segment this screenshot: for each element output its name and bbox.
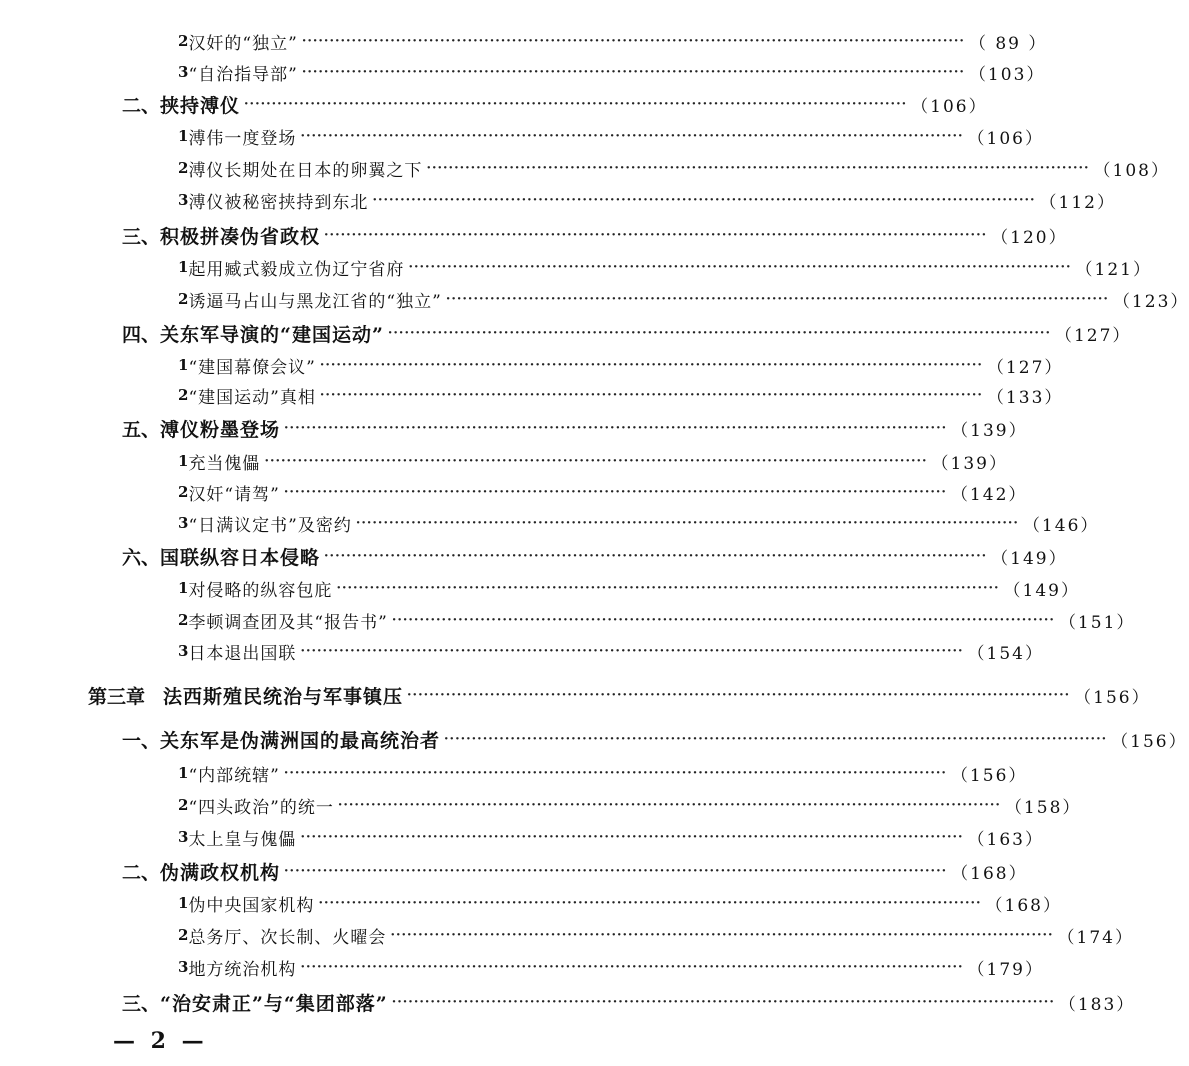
toc-entry-page: （121） [1075,259,1152,280]
toc-entry-title: 诱逼马占山与黑龙江省的“独立” [188,291,442,312]
toc-entry-number: 1 [178,894,189,912]
toc-entry-title: “建国幕僚会议” [188,357,316,378]
toc-entry-page: （151） [1058,612,1136,633]
toc-entry-number: 3 [178,642,189,660]
toc-entry-page: （106） [911,96,988,117]
toc-entry [178,185,1116,215]
toc-entry-page: （158） [1004,797,1082,818]
toc-entry [178,605,1136,635]
toc-entry-title: 汉奸“请驾” [188,484,280,505]
toc-entry-page: （183） [1058,994,1136,1015]
toc-entry [178,57,1046,87]
dot-leader: ························································································································ [336,580,1000,596]
toc-entry [178,822,1044,852]
toc-entry-page: （127） [986,357,1064,378]
toc-entry-number: 1 [178,579,189,597]
toc-entry-page: （120） [991,227,1068,248]
toc-entry [122,724,1188,754]
toc-entry [178,952,1044,982]
toc-entry-title: “内部统辖” [188,765,280,786]
dot-leader: ························································································································ [244,96,908,112]
toc-entry-number: 2 [178,159,189,177]
dot-leader: ························································································································ [301,33,965,49]
toc-entry [122,89,988,119]
toc-entry-title: 关东军导演的“建国运动” [160,323,384,346]
toc-entry-page: （142） [950,484,1028,505]
toc-entry-title: 溥仪粉墨登场 [160,418,281,441]
toc-entry [178,790,1082,820]
toc-entry-number: 二、 [122,861,161,884]
dot-leader: ························································································································ [391,994,1055,1010]
toc-entry-page: （106） [967,128,1044,149]
dot-leader: ························································································································ [408,259,1072,275]
toc-entry [178,350,1064,380]
toc-entry-title: 挟持溥仪 [160,94,241,117]
toc-entry-page: （127） [1054,325,1132,346]
dot-leader: ························································································································ [391,612,1055,628]
toc-entry-title: 法西斯殖民统治与军事镇压 [163,685,404,708]
toc-entry-number: 2 [178,32,189,50]
toc-entry-title: “治安肃正”与“集团部落” [160,992,388,1015]
dot-leader: ························································································································ [337,797,1001,813]
toc-entry-number: 1 [178,127,189,145]
dot-leader: ························································································································ [300,128,964,144]
toc-entry-page: （112） [1039,192,1116,213]
toc-entry-title: 地方统治机构 [188,959,297,980]
toc-entry-number: 二、 [122,94,161,117]
toc-entry-number: 六、 [122,546,161,569]
toc-entry-title: 太上皇与傀儡 [188,829,297,850]
toc-entry-title: 伪满政权机构 [160,861,281,884]
dot-leader: ························································································································ [300,643,964,659]
toc-entry-title: “自治指导部” [188,64,298,85]
toc-entry-page: （179） [967,959,1044,980]
dot-leader: ························································································································ [283,484,947,500]
dot-leader: ························································································································ [264,453,928,469]
toc-entry-number: 3 [178,514,189,532]
toc-entry-title: “四头政治”的统一 [188,797,334,818]
toc-entry-page: （108） [1093,160,1170,181]
toc-entry-page: （163） [967,829,1044,850]
toc-entry [178,121,1044,151]
toc-entry-title: 充当傀儡 [188,453,261,474]
dot-leader: ························································································································ [407,687,1071,703]
toc-entry [122,413,1028,443]
toc-entry-number: 三、 [122,225,161,248]
toc-entry-number: 第三章 [88,685,146,708]
dot-leader: ························································································································ [301,64,965,80]
toc-entry-page: （156） [1111,731,1188,752]
toc-entry-number: 一、 [122,729,161,752]
toc-entry-page: （133） [986,387,1064,408]
toc-entry [178,636,1044,666]
toc-entry-number: 2 [178,796,189,814]
dot-leader: ························································································································ [284,420,948,436]
toc-entry-title: “建国运动”真相 [188,387,316,408]
toc-entry-number: 3 [178,63,189,81]
toc-entry-page: （ 89 ） [968,33,1048,54]
toc-entry-title: 起用臧式毅成立伪辽宁省府 [188,259,405,280]
toc-entry-number: 1 [178,258,189,276]
toc-entry-number: 三、 [122,992,161,1015]
dot-leader: ························································································································ [324,227,988,243]
toc-entry [122,318,1132,348]
toc-entry-number: 3 [178,191,189,209]
toc-entry-title: 溥伟一度登场 [188,128,297,149]
toc-entry [178,153,1170,183]
dot-leader: ························································································································ [445,291,1109,307]
dot-leader: ························································································································ [355,515,1019,531]
toc-entry-number: 2 [178,386,189,404]
toc-entry-page: （149） [1003,580,1080,601]
toc-entry-page: （168） [951,863,1028,884]
dot-leader: ························································································································ [444,731,1108,747]
toc-entry-page: （123） [1112,291,1189,312]
toc-entry [122,541,1068,571]
dot-leader: ························································································································ [387,325,1051,341]
dot-leader: ························································································································ [390,927,1054,943]
dot-leader: ························································································································ [283,765,947,781]
dot-leader: ························································································································ [319,387,983,403]
toc-entry [122,220,1068,250]
toc-entry-number: 2 [178,611,189,629]
toc-entry-number: 3 [178,828,189,846]
dot-leader: ························································································································ [324,548,988,564]
dot-leader: ························································································································ [300,829,964,845]
toc-entry [178,573,1080,603]
toc-entry-page: （156） [1074,687,1151,708]
toc-entry-title: 关东军是伪满洲国的最高统治者 [160,729,441,752]
dot-leader: ························································································································ [319,357,983,373]
toc-entry-number: 1 [178,452,189,470]
dot-leader: ························································································································ [284,863,948,879]
dot-leader: ························································································································ [426,160,1090,176]
toc-entry-title: 李顿调查团及其“报告书” [188,612,388,633]
toc-entry-page: （139） [931,453,1008,474]
toc-entry-title: “日满议定书”及密约 [188,515,352,536]
toc-entry [178,26,1048,56]
toc-entry-title: 国联纵容日本侵略 [160,546,321,569]
toc-entry-page: （168） [985,895,1062,916]
toc-entry-title: 总务厅、次长制、火曜会 [188,927,387,948]
toc-entry-number: 1 [178,356,189,374]
toc-entry-page: （149） [991,548,1068,569]
toc-entry-number: 2 [178,290,189,308]
toc-entry-title: 溥仪被秘密挟持到东北 [188,192,369,213]
toc-entry [178,758,1028,788]
toc-entry-page: （103） [968,64,1046,85]
toc-entry [178,446,1008,476]
toc-entry-page: （154） [967,643,1044,664]
dot-leader: ························································································································ [372,192,1036,208]
toc-entry-number: 3 [178,958,189,976]
toc-entry [178,284,1189,314]
toc-entry-title: 溥仪长期处在日本的卵翼之下 [188,160,423,181]
toc-entry-page: （156） [950,765,1028,786]
toc-entry-page: （139） [951,420,1028,441]
toc-entry [178,888,1062,918]
toc-entry-number: 四、 [122,323,161,346]
toc-entry-page: （146） [1022,515,1100,536]
dot-leader: ························································································································ [300,959,964,975]
toc-entry [122,856,1028,886]
toc-entry-number: 1 [178,764,189,782]
toc-entry-title: 积极拼凑伪省政权 [160,225,321,248]
toc-entry [178,252,1152,282]
toc-entry-title: 日本退出国联 [188,643,297,664]
toc-entry [178,380,1064,410]
toc-chapter-entry [88,680,1151,710]
toc-entry-number: 2 [178,926,189,944]
toc-entry-number: 2 [178,483,189,501]
toc-entry [178,477,1028,507]
toc-entry [178,920,1134,950]
toc-entry-page: （174） [1057,927,1134,948]
page-number: — 2 — [113,1028,208,1054]
toc-entry [178,508,1100,538]
toc-entry [122,987,1136,1017]
toc-entry-title: 伪中央国家机构 [188,895,315,916]
toc-entry-number: 五、 [122,418,161,441]
toc-entry-title: 对侵略的纵容包庇 [188,580,333,601]
dot-leader: ························································································································ [318,895,982,911]
toc-entry-title: 汉奸的“独立” [188,33,298,54]
